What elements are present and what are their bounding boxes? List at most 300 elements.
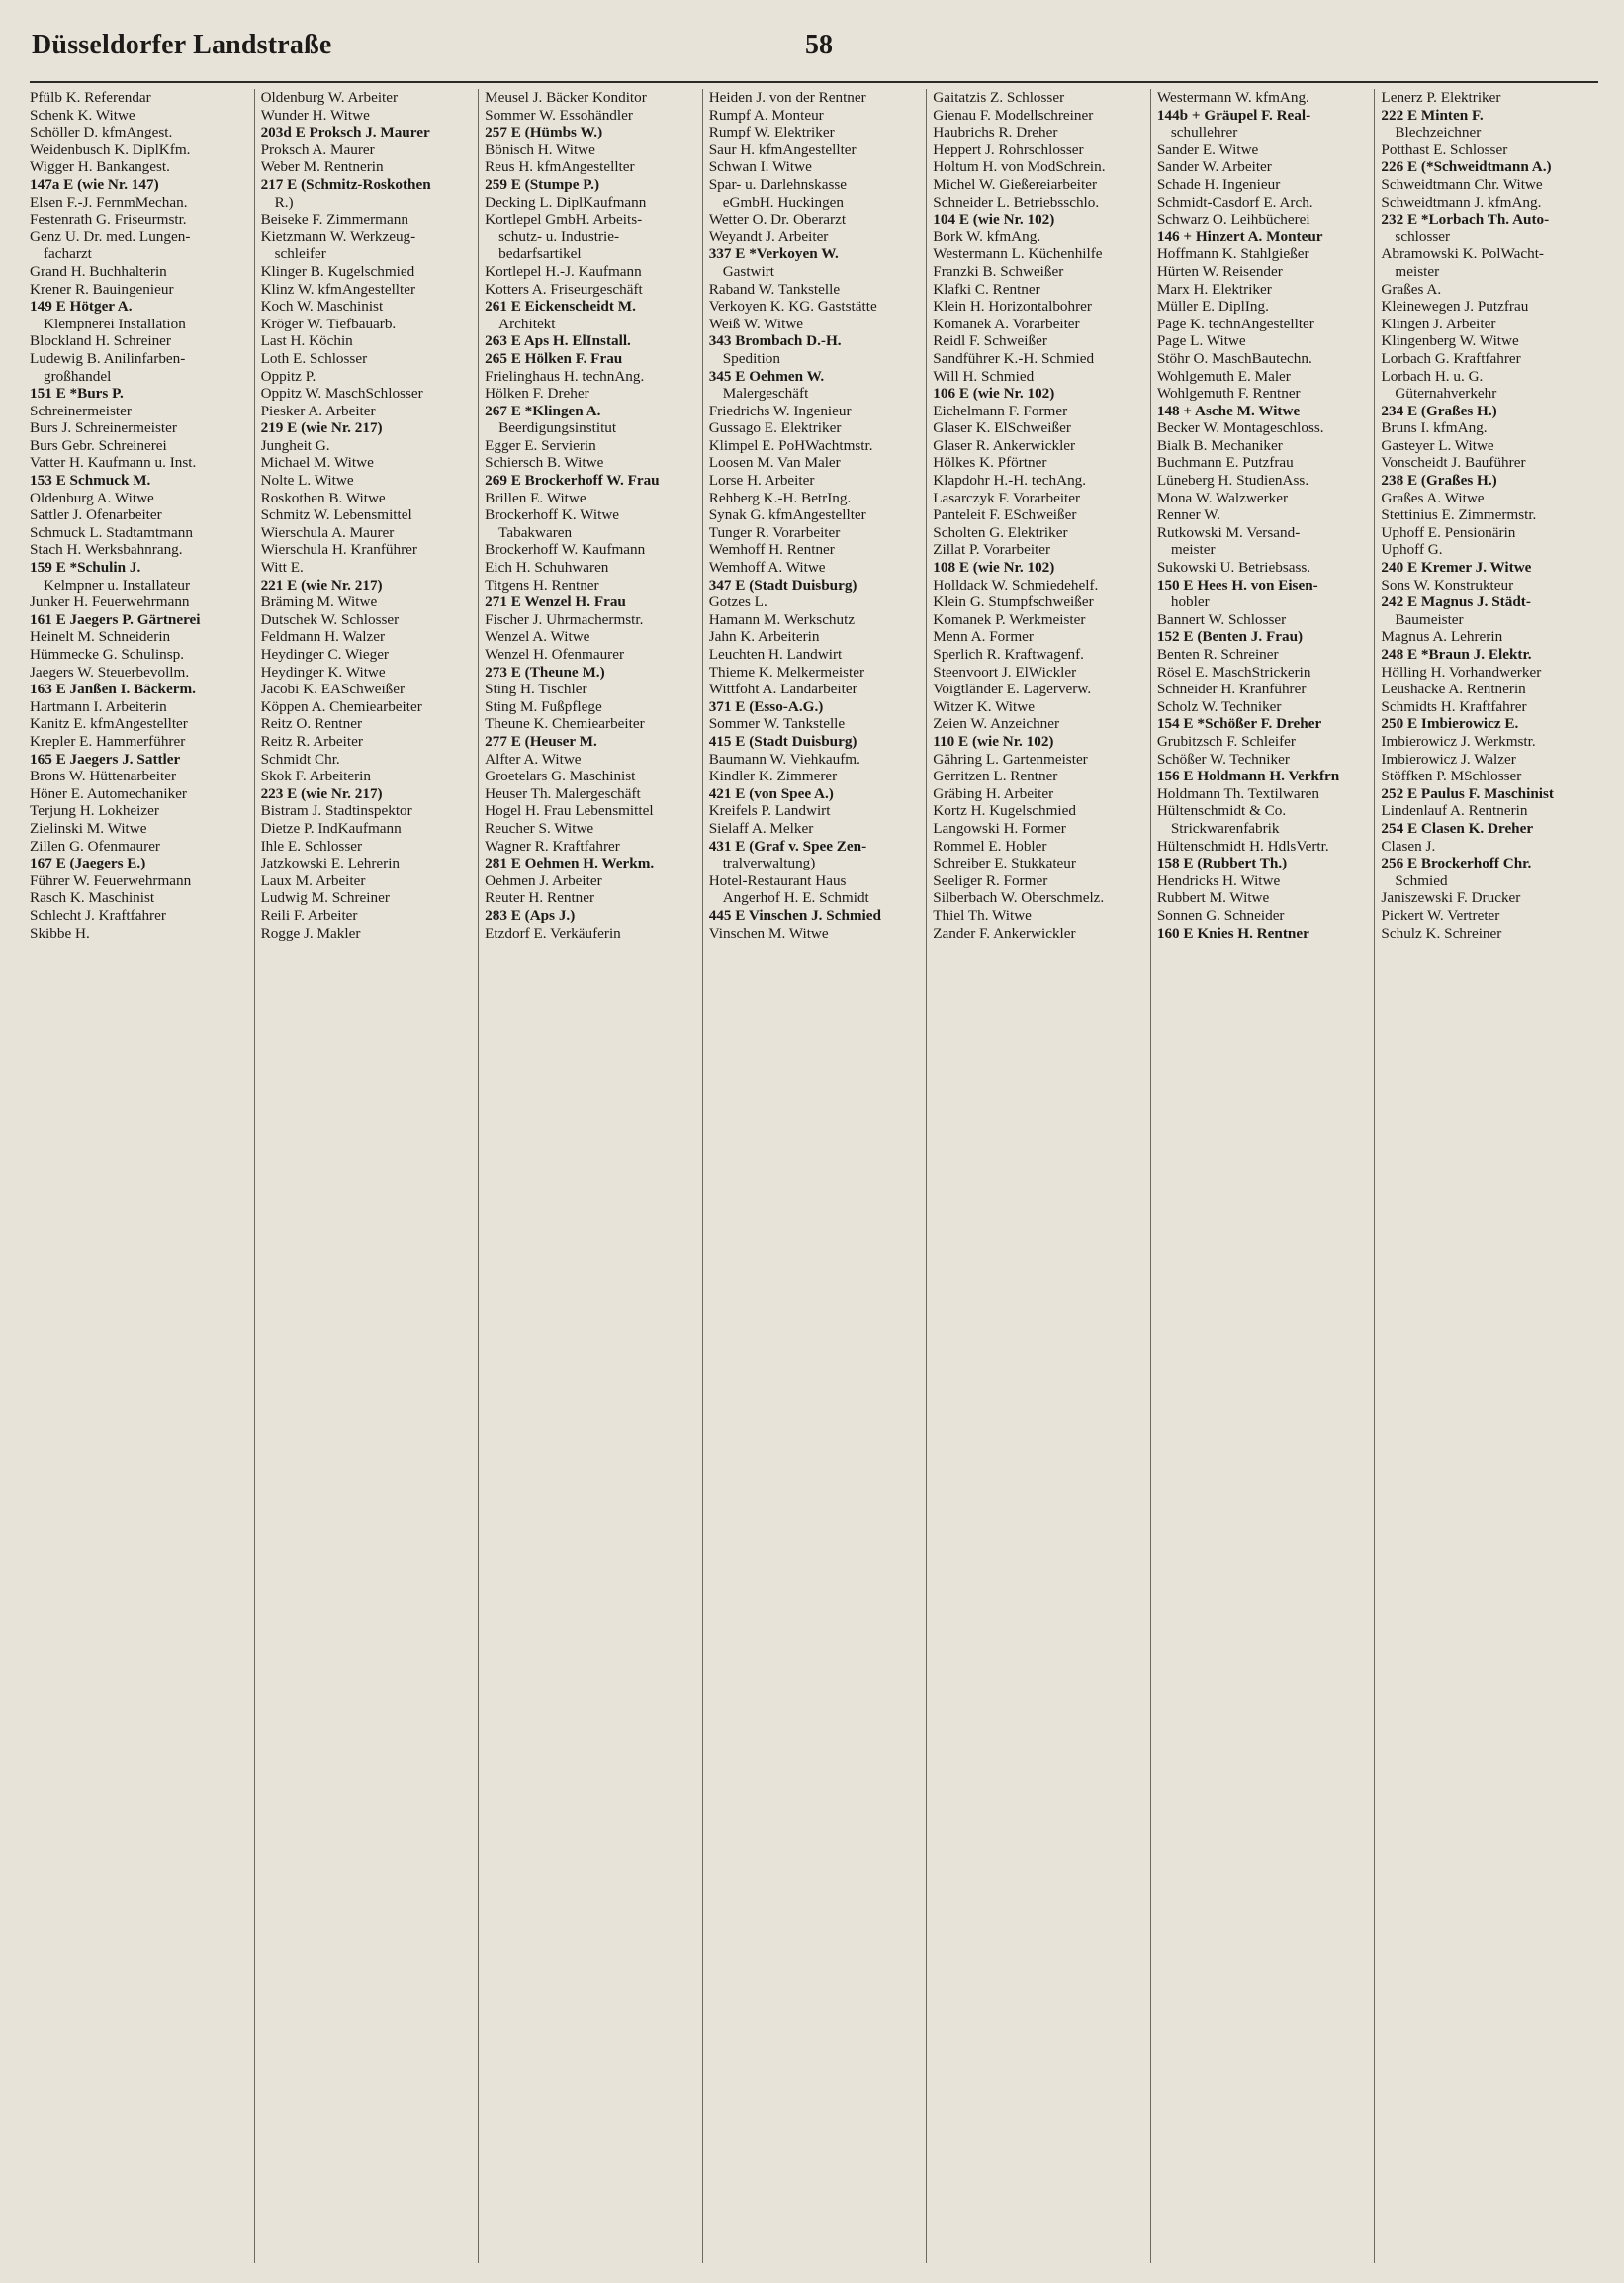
resident-entry: Theune K. Chemiearbeiter bbox=[485, 715, 645, 733]
address-entry: 256 E Brockerhoff Chr. bbox=[1381, 855, 1532, 872]
resident-entry: Sting H. Tischler bbox=[485, 681, 587, 698]
resident-entry: Elsen F.-J. FernmMechan. bbox=[30, 193, 188, 211]
resident-entry: Festenrath G. Friseurmstr. bbox=[30, 211, 187, 228]
resident-entry: Becker W. Montageschloss. bbox=[1156, 419, 1324, 437]
resident-entry: Janiszewski F. Drucker bbox=[1381, 889, 1521, 907]
resident-entry: Egger E. Servierin bbox=[485, 436, 596, 454]
resident-entry: Klein H. Horizontalbohrer bbox=[933, 298, 1092, 316]
resident-entry: Weyandt J. Arbeiter bbox=[708, 228, 829, 245]
address-entry: 106 E (wie Nr. 102) bbox=[933, 385, 1055, 403]
resident-entry: Beiseke F. Zimmermann bbox=[260, 211, 408, 228]
resident-entry: Page K. technAngestellter bbox=[1156, 315, 1314, 332]
address-entry: 167 E (Jaegers E.) bbox=[30, 855, 146, 872]
resident-entry: Hölling H. Vorhandwerker bbox=[1381, 663, 1542, 681]
resident-entry: Hültenschmidt & Co. bbox=[1156, 802, 1287, 820]
resident-entry: Decking L. DiplKaufmann bbox=[485, 193, 647, 211]
resident-entry: Weber M. Rentnerin bbox=[260, 158, 384, 176]
resident-entry: Holldack W. Schmiedehelf. bbox=[933, 576, 1099, 594]
resident-entry: Wemhoff A. Witwe bbox=[708, 559, 826, 577]
resident-entry: Schmied bbox=[1395, 871, 1448, 889]
resident-entry: Lorbach H. u. G. bbox=[1381, 367, 1484, 385]
resident-entry: Hoffmann K. Stahlgießer bbox=[1156, 245, 1309, 263]
resident-entry: Sommer W. Tankstelle bbox=[708, 715, 846, 733]
resident-entry: Gaitatzis Z. Schlosser bbox=[933, 89, 1065, 106]
resident-entry: meister bbox=[1395, 262, 1440, 280]
resident-entry: Reidl F. Schweißer bbox=[933, 332, 1047, 350]
resident-entry: Klinz W. kfmAngestellter bbox=[260, 280, 416, 298]
resident-entry: Kleinewegen J. Putzfrau bbox=[1381, 298, 1529, 316]
resident-entry: Fischer J. Uhrmachermstr. bbox=[485, 610, 644, 628]
resident-entry: Schreiber E. Stukkateur bbox=[933, 855, 1076, 872]
resident-entry: Friedrichs W. Ingenieur bbox=[708, 402, 852, 419]
address-entry: 160 E Knies H. Rentner bbox=[1156, 924, 1309, 942]
resident-entry: Schulz K. Schreiner bbox=[1381, 924, 1502, 942]
resident-entry: Voigtländer E. Lagerverw. bbox=[933, 681, 1092, 698]
resident-entry: Koch W. Maschinist bbox=[260, 298, 384, 316]
address-entry: 261 E Eickenscheidt M. bbox=[485, 298, 636, 316]
resident-entry: Kietzmann W. Werkzeug- bbox=[260, 228, 416, 245]
resident-entry: Gienau F. Modellschreiner bbox=[933, 106, 1094, 124]
resident-entry: Strickwarenfabrik bbox=[1170, 819, 1280, 837]
resident-entry: Stach H. Werksbahnrang. bbox=[30, 541, 183, 559]
address-entry: 223 E (wie Nr. 217) bbox=[260, 784, 383, 802]
resident-entry: Skok F. Arbeiterin bbox=[260, 768, 371, 785]
resident-entry: Raband W. Tankstelle bbox=[708, 280, 841, 298]
resident-entry: Wigger H. Bankangest. bbox=[30, 158, 170, 176]
resident-entry: Kanitz E. kfmAngestellter bbox=[30, 715, 188, 733]
resident-entry: Frielinghaus H. technAng. bbox=[485, 367, 645, 385]
resident-entry: Pickert W. Vertreter bbox=[1381, 906, 1500, 924]
resident-entry: Bönisch H. Witwe bbox=[485, 140, 595, 158]
address-entry: 345 E Oehmen W. bbox=[708, 367, 825, 385]
resident-entry: Uphoff E. Pensionärin bbox=[1381, 523, 1516, 541]
resident-entry: Bistram J. Stadtinspektor bbox=[260, 802, 412, 820]
resident-entry: Komanek A. Vorarbeiter bbox=[933, 315, 1080, 332]
resident-entry: Terjung H. Lokheizer bbox=[30, 802, 159, 820]
resident-entry: Page L. Witwe bbox=[1156, 332, 1246, 350]
resident-entry: Heydinger C. Wieger bbox=[260, 646, 389, 663]
resident-entry: Kindler K. Zimmerer bbox=[708, 768, 838, 785]
resident-entry: Benten R. Schreiner bbox=[1156, 646, 1279, 663]
address-entry: 152 E (Benten J. Frau) bbox=[1156, 628, 1304, 646]
resident-entry: Oldenburg A. Witwe bbox=[30, 489, 154, 506]
resident-entry: Zielinski M. Witwe bbox=[30, 819, 147, 837]
address-entry: 238 E (Graßes H.) bbox=[1381, 472, 1497, 490]
directory-column bbox=[1150, 89, 1375, 2263]
address-entry: 371 E (Esso-A.G.) bbox=[708, 697, 824, 715]
resident-entry: Bruns I. kfmAng. bbox=[1381, 419, 1488, 437]
resident-entry: Sting M. Fußpflege bbox=[485, 697, 602, 715]
resident-entry: Wohlgemuth F. Rentner bbox=[1156, 385, 1301, 403]
resident-entry: Last H. Köchin bbox=[260, 332, 353, 350]
address-entry: 271 E Wenzel H. Frau bbox=[485, 594, 626, 611]
address-entry: 347 E (Stadt Duisburg) bbox=[708, 576, 857, 594]
resident-entry: Synak G. kfmAngestellter bbox=[708, 506, 866, 524]
resident-entry: Loth E. Schlosser bbox=[260, 349, 368, 367]
resident-entry: Thieme K. Melkermeister bbox=[708, 663, 865, 681]
resident-entry: Klafki C. Rentner bbox=[933, 280, 1040, 298]
resident-entry: Jaegers W. Steuerbevollm. bbox=[30, 663, 190, 681]
resident-entry: Komanek P. Werkmeister bbox=[933, 610, 1086, 628]
resident-entry: Burs Gebr. Schreinerei bbox=[30, 436, 167, 454]
resident-entry: Schmidts H. Kraftfahrer bbox=[1381, 697, 1527, 715]
address-entry: 431 E (Graf v. Spee Zen- bbox=[708, 837, 867, 855]
address-entry: 273 E (Theune M.) bbox=[485, 663, 605, 681]
resident-entry: Brillen E. Witwe bbox=[485, 489, 586, 506]
resident-entry: Imbierowicz J. Werkmstr. bbox=[1381, 732, 1536, 750]
resident-entry: Michel W. Gießereiarbeiter bbox=[933, 175, 1098, 193]
resident-entry: Groetelars G. Maschinist bbox=[485, 768, 636, 785]
resident-entry: eGmbH. Huckingen bbox=[722, 193, 845, 211]
address-entry: 240 E Kremer J. Witwe bbox=[1381, 559, 1532, 577]
address-entry: 232 E *Lorbach Th. Auto- bbox=[1381, 211, 1550, 228]
resident-entry: Rösel E. MaschStrickerin bbox=[1156, 663, 1311, 681]
resident-entry: Rasch K. Maschinist bbox=[30, 889, 155, 907]
address-entry: 150 E Hees H. von Eisen- bbox=[1156, 576, 1318, 594]
resident-entry: Proksch A. Maurer bbox=[260, 140, 375, 158]
resident-entry: Wierschula H. Kranführer bbox=[260, 541, 417, 559]
resident-entry: facharzt bbox=[44, 245, 92, 263]
directory-column bbox=[254, 89, 479, 2263]
resident-entry: Vinschen M. Witwe bbox=[708, 924, 829, 942]
resident-entry: Reitz O. Rentner bbox=[260, 715, 363, 733]
address-entry: 265 E Hölken F. Frau bbox=[485, 349, 623, 367]
resident-entry: Oppitz W. MaschSchlosser bbox=[260, 385, 423, 403]
resident-entry: Ihle E. Schlosser bbox=[260, 837, 363, 855]
resident-entry: Architekt bbox=[498, 315, 556, 332]
resident-entry: Reili F. Arbeiter bbox=[260, 906, 358, 924]
resident-entry: Sandführer K.-H. Schmied bbox=[933, 349, 1095, 367]
resident-entry: Hümmecke G. Schulinsp. bbox=[30, 646, 185, 663]
resident-entry: Baumeister bbox=[1395, 610, 1464, 628]
address-entry: 217 E (Schmitz-Roskothen bbox=[260, 175, 431, 193]
address-entry: 259 E (Stumpe P.) bbox=[485, 175, 600, 193]
resident-entry: Klingen J. Arbeiter bbox=[1381, 315, 1496, 332]
resident-entry: Panteleit F. ESchweißer bbox=[933, 506, 1077, 524]
resident-entry: schutz- u. Industrie- bbox=[498, 228, 620, 245]
resident-entry: Bräming M. Witwe bbox=[260, 594, 378, 611]
resident-entry: Jungheit G. bbox=[260, 436, 330, 454]
resident-entry: Titgens H. Rentner bbox=[485, 576, 599, 594]
resident-entry: Rogge J. Makler bbox=[260, 924, 361, 942]
resident-entry: Buchmann E. Putzfrau bbox=[1156, 454, 1294, 472]
resident-entry: Jatzkowski E. Lehrerin bbox=[260, 855, 401, 872]
resident-entry: Stöffken P. MSchlosser bbox=[1381, 768, 1522, 785]
address-entry: 242 E Magnus J. Städt- bbox=[1381, 594, 1531, 611]
resident-entry: Kreifels P. Landwirt bbox=[708, 802, 831, 820]
resident-entry: Bannert W. Schlosser bbox=[1156, 610, 1287, 628]
resident-entry: Piesker A. Arbeiter bbox=[260, 402, 376, 419]
resident-entry: Rubbert M. Witwe bbox=[1156, 889, 1270, 907]
page-number: 58 bbox=[805, 30, 833, 60]
resident-entry: Witt E. bbox=[260, 559, 304, 577]
resident-entry: Haubrichs R. Dreher bbox=[933, 124, 1058, 141]
resident-entry: Stöhr O. MaschBautechn. bbox=[1156, 349, 1312, 367]
resident-entry: Zander F. Ankerwickler bbox=[933, 924, 1076, 942]
resident-entry: Kotters A. Friseurgeschäft bbox=[485, 280, 643, 298]
resident-entry: Grand H. Buchhalterin bbox=[30, 262, 167, 280]
address-entry: 148 + Asche M. Witwe bbox=[1156, 402, 1301, 419]
resident-entry: Grubitzsch F. Schleifer bbox=[1156, 732, 1296, 750]
directory-column bbox=[926, 89, 1150, 2263]
resident-entry: Nolte L. Witwe bbox=[260, 472, 354, 490]
directory-column bbox=[702, 89, 927, 2263]
address-entry: 159 E *Schulin J. bbox=[30, 559, 141, 577]
address-entry: 158 E (Rubbert Th.) bbox=[1156, 855, 1288, 872]
directory-column bbox=[478, 89, 702, 2263]
resident-entry: Hogel H. Frau Lebensmittel bbox=[485, 802, 654, 820]
resident-entry: Heiden J. von der Rentner bbox=[708, 89, 866, 106]
resident-entry: Spar- u. Darlehnskasse bbox=[708, 175, 848, 193]
directory-column bbox=[30, 89, 254, 2263]
resident-entry: Ludwig M. Schreiner bbox=[260, 889, 390, 907]
resident-entry: Klimpel E. PoHWachtmstr. bbox=[708, 436, 873, 454]
resident-entry: Lasarczyk F. Vorarbeiter bbox=[933, 489, 1081, 506]
resident-entry: Krener R. Bauingenieur bbox=[30, 280, 174, 298]
resident-entry: Bialk B. Mechaniker bbox=[1156, 436, 1283, 454]
resident-entry: Glaser K. ElSchweißer bbox=[933, 419, 1071, 437]
address-entry: 219 E (wie Nr. 217) bbox=[260, 419, 383, 437]
resident-entry: Hölken F. Dreher bbox=[485, 385, 589, 403]
resident-entry: Wittfoht A. Landarbeiter bbox=[708, 681, 857, 698]
resident-entry: Sattler J. Ofenarbeiter bbox=[30, 506, 162, 524]
resident-entry: Menn A. Former bbox=[933, 628, 1034, 646]
resident-entry: Marx H. Elektriker bbox=[1156, 280, 1272, 298]
resident-entry: Kröger W. Tiefbauarb. bbox=[260, 315, 397, 332]
resident-entry: Langowski H. Former bbox=[933, 819, 1066, 837]
resident-entry: Zillat P. Vorarbeiter bbox=[933, 541, 1051, 559]
resident-entry: Schade H. Ingenieur bbox=[1156, 175, 1281, 193]
resident-entry: Magnus A. Lehrerin bbox=[1381, 628, 1503, 646]
address-entry: 254 E Clasen K. Dreher bbox=[1381, 819, 1534, 837]
resident-entry: Jacobi K. EASchweißer bbox=[260, 681, 406, 698]
resident-entry: Hotel-Restaurant Haus bbox=[708, 871, 847, 889]
resident-entry: Renner W. bbox=[1156, 506, 1220, 524]
resident-entry: Oehmen J. Arbeiter bbox=[485, 871, 602, 889]
resident-entry: Wunder H. Witwe bbox=[260, 106, 370, 124]
resident-entry: Gräbing H. Arbeiter bbox=[933, 784, 1054, 802]
resident-entry: Baumann W. Viehkaufm. bbox=[708, 750, 860, 768]
resident-entry: Höner E. Automechaniker bbox=[30, 784, 187, 802]
resident-entry: Oldenburg W. Arbeiter bbox=[260, 89, 399, 106]
resident-entry: Junker H. Feuerwehrmann bbox=[30, 594, 190, 611]
resident-entry: Kortz H. Kugelschmied bbox=[933, 802, 1076, 820]
resident-entry: Lorse H. Arbeiter bbox=[708, 472, 815, 490]
resident-entry: Sperlich R. Kraftwagenf. bbox=[933, 646, 1084, 663]
resident-entry: Wetter O. Dr. Oberarzt bbox=[708, 211, 847, 228]
resident-entry: Schmitz W. Lebensmittel bbox=[260, 506, 412, 524]
resident-entry: Klingenberg W. Witwe bbox=[1381, 332, 1519, 350]
resident-entry: Krepler E. Hammerführer bbox=[30, 732, 186, 750]
resident-entry: Klempnerei Installation bbox=[44, 315, 186, 332]
resident-entry: Schweidtmann Chr. Witwe bbox=[1381, 175, 1543, 193]
address-entry: 203d E Proksch J. Maurer bbox=[260, 124, 430, 141]
resident-entry: Scholz W. Techniker bbox=[1156, 697, 1282, 715]
resident-entry: Sommer W. Essohändler bbox=[485, 106, 633, 124]
resident-entry: Angerhof H. E. Schmidt bbox=[722, 889, 869, 907]
resident-entry: Schneider L. Betriebsschlo. bbox=[933, 193, 1100, 211]
resident-entry: Etzdorf E. Verkäuferin bbox=[485, 924, 621, 942]
resident-entry: Gastwirt bbox=[722, 262, 775, 280]
resident-entry: Köppen A. Chemiearbeiter bbox=[260, 697, 422, 715]
resident-entry: schleifer bbox=[274, 245, 326, 263]
resident-entry: Ludewig B. Anilinfarben- bbox=[30, 349, 186, 367]
resident-entry: Brons W. Hüttenarbeiter bbox=[30, 768, 177, 785]
resident-entry: Westermann L. Küchenhilfe bbox=[933, 245, 1103, 263]
resident-entry: Zeien W. Anzeichner bbox=[933, 715, 1060, 733]
address-entry: 234 E (Graßes H.) bbox=[1381, 402, 1497, 419]
header-rule bbox=[30, 81, 1598, 83]
address-entry: 250 E Imbierowicz E. bbox=[1381, 715, 1519, 733]
resident-entry: Lenerz P. Elektriker bbox=[1381, 89, 1501, 106]
resident-entry: Holtum H. von ModSchrein. bbox=[933, 158, 1106, 176]
address-entry: 165 E Jaegers J. Sattler bbox=[30, 750, 181, 768]
resident-entry: Westermann W. kfmAng. bbox=[1156, 89, 1309, 106]
resident-entry: Vatter H. Kaufmann u. Inst. bbox=[30, 454, 197, 472]
resident-entry: Leushacke A. Rentnerin bbox=[1381, 681, 1526, 698]
resident-entry: Klapdohr H.-H. techAng. bbox=[933, 472, 1087, 490]
resident-entry: Wenzel A. Witwe bbox=[485, 628, 590, 646]
resident-entry: Sielaff A. Melker bbox=[708, 819, 814, 837]
address-entry: 108 E (wie Nr. 102) bbox=[933, 559, 1055, 577]
page-header bbox=[30, 0, 1598, 69]
resident-entry: Schenk K. Witwe bbox=[30, 106, 135, 124]
resident-entry: Schlecht J. Kraftfahrer bbox=[30, 906, 166, 924]
address-entry: 269 E Brockerhoff W. Frau bbox=[485, 472, 660, 490]
resident-entry: Wenzel H. Ofenmaurer bbox=[485, 646, 625, 663]
resident-entry: Pfülb K. Referendar bbox=[30, 89, 151, 106]
resident-entry: Tabakwaren bbox=[498, 523, 573, 541]
address-entry: 161 E Jaegers P. Gärtnerei bbox=[30, 610, 201, 628]
resident-entry: Schmuck L. Stadtamtmann bbox=[30, 523, 193, 541]
address-entry: 146 + Hinzert A. Monteur bbox=[1156, 228, 1323, 245]
resident-entry: Reitz R. Arbeiter bbox=[260, 732, 363, 750]
resident-entry: Saur H. kfmAngestellter bbox=[708, 140, 857, 158]
resident-entry: Leuchten H. Landwirt bbox=[708, 646, 843, 663]
resident-entry: Gerritzen L. Rentner bbox=[933, 768, 1058, 785]
resident-entry: Seeliger R. Former bbox=[933, 871, 1048, 889]
address-entry: 257 E (Hümbs W.) bbox=[485, 124, 603, 141]
resident-entry: Loosen M. Van Maler bbox=[708, 454, 841, 472]
resident-entry: Schweidtmann J. kfmAng. bbox=[1381, 193, 1542, 211]
resident-entry: Uphoff G. bbox=[1381, 541, 1443, 559]
resident-entry: Franzki B. Schweißer bbox=[933, 262, 1064, 280]
resident-entry: Weiß W. Witwe bbox=[708, 315, 804, 332]
resident-entry: schullehrer bbox=[1170, 124, 1238, 141]
resident-entry: Schößer W. Techniker bbox=[1156, 750, 1290, 768]
resident-entry: Hültenschmidt H. HdlsVertr. bbox=[1156, 837, 1329, 855]
address-entry: 151 E *Burs P. bbox=[30, 385, 124, 403]
resident-entry: Steenvoort J. ElWickler bbox=[933, 663, 1077, 681]
resident-entry: Schmidt-Casdorf E. Arch. bbox=[1156, 193, 1313, 211]
resident-entry: Reus H. kfmAngestellter bbox=[485, 158, 635, 176]
resident-entry: Schneider H. Kranführer bbox=[1156, 681, 1307, 698]
resident-entry: Michael M. Witwe bbox=[260, 454, 374, 472]
resident-entry: Imbierowicz J. Walzer bbox=[1381, 750, 1516, 768]
resident-entry: Dutschek W. Schlosser bbox=[260, 610, 400, 628]
address-entry: 110 E (wie Nr. 102) bbox=[933, 732, 1054, 750]
street-title: Düsseldorfer Landstraße bbox=[32, 30, 332, 60]
resident-entry: Sons W. Konstrukteur bbox=[1381, 576, 1514, 594]
address-entry: 153 E Schmuck M. bbox=[30, 472, 151, 490]
directory-columns bbox=[30, 89, 1598, 2263]
resident-entry: Gotzes L. bbox=[708, 594, 767, 611]
resident-entry: Burs J. Schreinermeister bbox=[30, 419, 177, 437]
resident-entry: Stettinius E. Zimmermstr. bbox=[1381, 506, 1537, 524]
address-entry: 252 E Paulus F. Maschinist bbox=[1381, 784, 1554, 802]
resident-entry: Laux M. Arbeiter bbox=[260, 871, 366, 889]
resident-entry: Schiersch B. Witwe bbox=[485, 454, 604, 472]
resident-entry: Reuter H. Rentner bbox=[485, 889, 595, 907]
resident-entry: Hendricks H. Witwe bbox=[1156, 871, 1281, 889]
resident-entry: Eich H. Schuhwaren bbox=[485, 559, 609, 577]
resident-entry: großhandel bbox=[44, 367, 112, 385]
resident-entry: Oppitz P. bbox=[260, 367, 316, 385]
resident-entry: Brockerhoff K. Witwe bbox=[485, 506, 620, 524]
resident-entry: Rutkowski M. Versand- bbox=[1156, 523, 1301, 541]
resident-entry: Schwan I. Witwe bbox=[708, 158, 812, 176]
resident-entry: meister bbox=[1170, 541, 1216, 559]
resident-entry: Sukowski U. Betriebsass. bbox=[1156, 559, 1311, 577]
resident-entry: Wierschula A. Maurer bbox=[260, 523, 395, 541]
resident-entry: Graßes A. Witwe bbox=[1381, 489, 1485, 506]
resident-entry: hobler bbox=[1170, 594, 1210, 611]
resident-entry: Blechzeichner bbox=[1395, 124, 1482, 141]
resident-entry: Schwarz O. Leihbücherei bbox=[1156, 211, 1310, 228]
address-entry: 149 E Hötger A. bbox=[30, 298, 133, 316]
address-entry: 221 E (wie Nr. 217) bbox=[260, 576, 383, 594]
resident-entry: Kortlepel GmbH. Arbeits- bbox=[485, 211, 643, 228]
resident-entry: Wohlgemuth E. Maler bbox=[1156, 367, 1291, 385]
resident-entry: Rehberg K.-H. BetrIng. bbox=[708, 489, 852, 506]
resident-entry: Hamann M. Werkschutz bbox=[708, 610, 856, 628]
resident-entry: Skibbe H. bbox=[30, 924, 90, 942]
resident-entry: Wemhoff H. Rentner bbox=[708, 541, 835, 559]
resident-entry: Kortlepel H.-J. Kaufmann bbox=[485, 262, 642, 280]
resident-entry: Kelmpner u. Installateur bbox=[44, 576, 191, 594]
resident-entry: Roskothen B. Witwe bbox=[260, 489, 386, 506]
address-entry: 421 E (von Spee A.) bbox=[708, 784, 834, 802]
address-entry: 337 E *Verkoyen W. bbox=[708, 245, 839, 263]
resident-entry: Gasteyer L. Witwe bbox=[1381, 436, 1494, 454]
address-entry: 163 E Janßen I. Bäckerm. bbox=[30, 681, 196, 698]
resident-entry: Bork W. kfmAng. bbox=[933, 228, 1041, 245]
address-entry: 263 E Aps H. ElInstall. bbox=[485, 332, 631, 350]
address-entry: 226 E (*Schweidtmann A.) bbox=[1381, 158, 1552, 176]
resident-entry: Meusel J. Bäcker Konditor bbox=[485, 89, 647, 106]
resident-entry: Heppert J. Rohrschlosser bbox=[933, 140, 1084, 158]
resident-entry: Hartmann I. Arbeiterin bbox=[30, 697, 167, 715]
resident-entry: Lorbach G. Kraftfahrer bbox=[1381, 349, 1521, 367]
resident-entry: tralverwaltung) bbox=[722, 855, 816, 872]
resident-entry: Dietze P. IndKaufmann bbox=[260, 819, 402, 837]
resident-entry: R.) bbox=[274, 193, 294, 211]
resident-entry: Verkoyen K. KG. Gaststätte bbox=[708, 298, 877, 316]
resident-entry: Silberbach W. Oberschmelz. bbox=[933, 889, 1105, 907]
resident-entry: Clasen J. bbox=[1381, 837, 1436, 855]
resident-entry: Schöller D. kfmAngest. bbox=[30, 124, 173, 141]
resident-entry: Heuser Th. Malergeschäft bbox=[485, 784, 641, 802]
resident-entry: Brockerhoff W. Kaufmann bbox=[485, 541, 646, 559]
resident-entry: Tunger R. Vorarbeiter bbox=[708, 523, 841, 541]
resident-entry: Güternahverkehr bbox=[1395, 385, 1497, 403]
resident-entry: Wagner R. Kraftfahrer bbox=[485, 837, 620, 855]
address-entry: 277 E (Heuser M. bbox=[485, 732, 597, 750]
resident-entry: Holdmann Th. Textilwaren bbox=[1156, 784, 1319, 802]
resident-entry: Klinger B. Kugelschmied bbox=[260, 262, 415, 280]
address-entry: 222 E Minten F. bbox=[1381, 106, 1484, 124]
resident-entry: Mona W. Walzwerker bbox=[1156, 489, 1289, 506]
